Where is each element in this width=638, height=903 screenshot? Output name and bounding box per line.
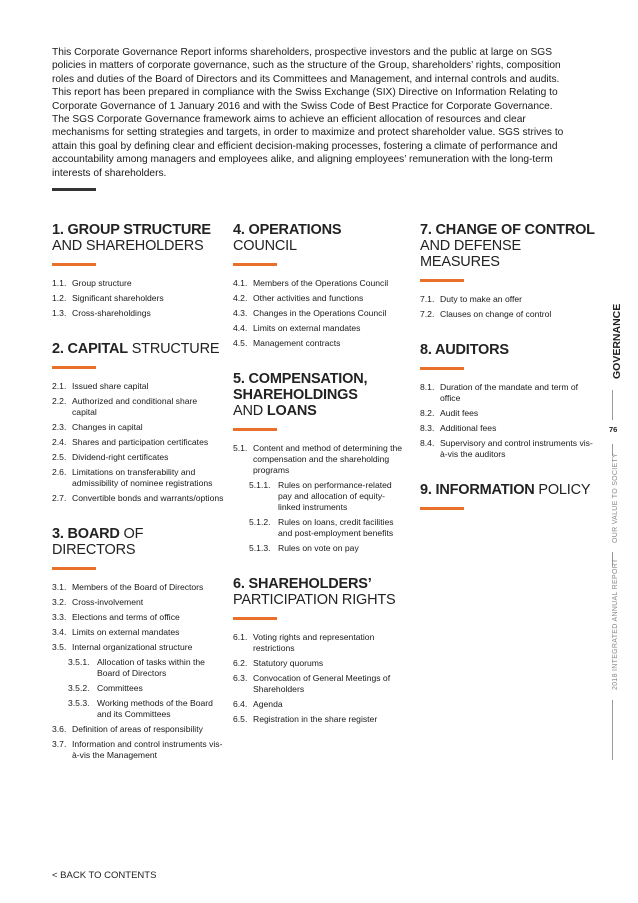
section-title-line: SHAREHOLDINGS bbox=[233, 387, 358, 403]
back-to-contents-link[interactable]: < BACK TO CONTENTS bbox=[52, 870, 157, 881]
toc-item-number: 8.1. bbox=[420, 382, 435, 392]
section-title-bold: 8. AUDITORS bbox=[420, 342, 509, 358]
toc-item[interactable] bbox=[52, 467, 224, 489]
toc-item[interactable] bbox=[52, 437, 224, 448]
toc-item-number: 5.1. bbox=[233, 443, 248, 453]
section-title-line: 6. SHAREHOLDERS’ bbox=[233, 576, 372, 592]
section-tab-governance[interactable]: GOVERNANCE bbox=[611, 303, 623, 379]
section-divider bbox=[52, 263, 96, 266]
toc-item-number: 6.2. bbox=[233, 658, 248, 668]
toc-item-label: Statutory quorums bbox=[253, 658, 324, 668]
toc-item-label: Clauses on change of control bbox=[440, 309, 552, 319]
toc-item-number: 2.4. bbox=[52, 437, 67, 447]
toc-item-number: 3.1. bbox=[52, 582, 67, 592]
toc-item-number: 2.6. bbox=[52, 467, 67, 477]
toc-item-label: Cross-involvement bbox=[72, 597, 144, 607]
toc-item[interactable] bbox=[233, 543, 405, 554]
toc-item-label: Elections and terms of office bbox=[72, 612, 180, 622]
toc-item-number: 7.2. bbox=[420, 309, 435, 319]
toc-item-label: Significant shareholders bbox=[72, 293, 164, 303]
section-title-line: PARTICIPATION RIGHTS bbox=[233, 592, 396, 608]
section-title-regular: OF DIRECTORS bbox=[52, 526, 144, 558]
section-title-regular: STRUCTURE bbox=[127, 341, 220, 357]
toc-item-label: Issued share capital bbox=[72, 381, 149, 391]
toc-item-label: Convocation of General Meetings of Shareholders bbox=[253, 673, 391, 694]
toc-item-number: 3.4. bbox=[52, 627, 67, 637]
section-title-bold: 2. CAPITAL bbox=[52, 341, 128, 357]
toc-item-number: 2.7. bbox=[52, 493, 67, 503]
side-divider bbox=[612, 700, 613, 760]
toc-column-2 bbox=[233, 222, 405, 747]
toc-section-3 bbox=[52, 526, 224, 761]
intro-paragraph: This Corporate Governance Report informs shareholders, prospective investors and the public at large on SGS policies in matters of corporate governance, such as the structure of the Group, shareholders’ rights, composition roles and duties of the Board of Directors and its Committees and Management, and internal controls and audits. This report has been prepared in compliance with the Swiss Exchange (SIX) Directive on Information Relating to Corporate Governance of 1 January 2016 and with the Swiss Code of Best Practice for Corporate Governance. The SGS Corporate Governance framework aims to achieve an efficient allocation of resources and clear mechanisms for setting strategies and targets, in order to maximize and protect shareholder value. SGS strives to attain this goal by defining clear and efficient decision-making processes, fostering a climate of performance and accountability among managers and employees alike, and aligning employees’ remuneration with the long-term interests of shareholders. bbox=[52, 47, 564, 179]
section-title-line: AND SHAREHOLDERS bbox=[52, 238, 204, 254]
section-title-regular: COUNCIL bbox=[233, 238, 297, 254]
toc-item[interactable] bbox=[233, 632, 405, 654]
toc-item-label: Other activities and functions bbox=[253, 293, 364, 303]
section-title-line: 7. CHANGE OF CONTROL bbox=[420, 222, 595, 238]
toc-item-number: 8.3. bbox=[420, 423, 435, 433]
toc-item-label: Additional fees bbox=[440, 423, 497, 433]
section-title[interactable] bbox=[420, 342, 600, 358]
toc-item-label: Registration in the share register bbox=[253, 714, 378, 724]
section-title-line: AND DEFENSE MEASURES bbox=[420, 238, 521, 270]
toc-item-number: 6.5. bbox=[233, 714, 248, 724]
toc-item[interactable] bbox=[420, 382, 600, 404]
toc-item[interactable] bbox=[233, 278, 405, 289]
toc-item-number: 8.2. bbox=[420, 408, 435, 418]
toc-item-number: 3.3. bbox=[52, 612, 67, 622]
section-items bbox=[420, 294, 600, 320]
toc-item-number: 3.5.2. bbox=[68, 683, 90, 693]
toc-item[interactable] bbox=[52, 627, 224, 638]
section-title[interactable] bbox=[52, 526, 224, 558]
toc-item-label: Members of the Board of Directors bbox=[72, 582, 204, 592]
toc-item-label: Rules on loans, credit facilities and post-employment benefits bbox=[278, 517, 394, 538]
toc-item[interactable] bbox=[233, 323, 405, 334]
toc-item-number: 4.5. bbox=[233, 338, 248, 348]
toc-item-label: Limits on external mandates bbox=[253, 323, 361, 333]
toc-item[interactable] bbox=[233, 699, 405, 710]
section-divider bbox=[420, 507, 464, 510]
intro-divider bbox=[52, 188, 96, 191]
toc-item-label: Shares and participation certificates bbox=[72, 437, 209, 447]
toc-item-number: 3.5.3. bbox=[68, 698, 90, 708]
toc-item-label: Group structure bbox=[72, 278, 132, 288]
toc-item-label: Information and control instruments vis-à-vis the Management bbox=[72, 739, 223, 760]
toc-item-label: Convertible bonds and warrants/options bbox=[72, 493, 224, 503]
toc-item[interactable] bbox=[52, 642, 224, 653]
toc-item-number: 5.1.3. bbox=[249, 543, 271, 553]
section-title[interactable] bbox=[420, 482, 600, 498]
toc-item-number: 8.4. bbox=[420, 438, 435, 448]
toc-item[interactable] bbox=[52, 452, 224, 463]
toc-column-1 bbox=[52, 222, 224, 783]
toc-item-label: Changes in the Operations Council bbox=[253, 308, 387, 318]
toc-item-number: 6.3. bbox=[233, 673, 248, 683]
toc-item[interactable] bbox=[233, 308, 405, 319]
toc-item-label: Rules on performance-related pay and allocation of equity-linked instruments bbox=[278, 480, 392, 512]
toc-column-3 bbox=[420, 222, 600, 532]
toc-item-number: 2.1. bbox=[52, 381, 67, 391]
section-divider bbox=[420, 279, 464, 282]
toc-item-label: Agenda bbox=[253, 699, 283, 709]
section-title[interactable] bbox=[233, 371, 405, 419]
toc-item[interactable] bbox=[52, 657, 224, 679]
toc-item[interactable] bbox=[233, 714, 405, 725]
toc-item-number: 3.6. bbox=[52, 724, 67, 734]
toc-item-label: Dividend-right certificates bbox=[72, 452, 169, 462]
section-items bbox=[52, 582, 224, 761]
toc-item-label: Rules on vote on pay bbox=[278, 543, 359, 553]
toc-item-label: Supervisory and control instruments vis-à-vis the auditors bbox=[440, 438, 593, 459]
section-items bbox=[233, 278, 405, 349]
side-divider bbox=[612, 390, 613, 420]
section-divider bbox=[52, 567, 96, 570]
section-title-line: 5. COMPENSATION, bbox=[233, 371, 368, 387]
toc-item-number: 1.1. bbox=[52, 278, 67, 288]
toc-item[interactable] bbox=[233, 673, 405, 695]
toc-item-label: Content and method of determining the compensation and the shareholding programs bbox=[253, 443, 403, 475]
toc-item[interactable] bbox=[52, 396, 224, 418]
section-title-bold: 3. BOARD bbox=[52, 526, 120, 542]
toc-item[interactable] bbox=[52, 582, 224, 593]
toc-item[interactable] bbox=[420, 438, 600, 460]
toc-item-label: Committees bbox=[97, 683, 143, 693]
section-divider bbox=[233, 428, 277, 431]
toc-item-label: Definition of areas of responsibility bbox=[72, 724, 203, 734]
toc-item-number: 3.7. bbox=[52, 739, 67, 749]
toc-item[interactable] bbox=[52, 724, 224, 735]
toc-item-number: 2.3. bbox=[52, 422, 67, 432]
toc-item-label: Voting rights and representation restrictions bbox=[253, 632, 375, 653]
toc-item-label: Cross-shareholdings bbox=[72, 308, 151, 318]
toc-item-label: Audit fees bbox=[440, 408, 479, 418]
toc-section-2 bbox=[52, 341, 224, 504]
toc-item-number: 5.1.2. bbox=[249, 517, 271, 527]
toc-item[interactable] bbox=[52, 422, 224, 433]
section-divider bbox=[233, 263, 277, 266]
toc-section-5 bbox=[233, 371, 405, 554]
section-items bbox=[52, 278, 224, 319]
nav-our-value-to-society[interactable]: OUR VALUE TO SOCIETY bbox=[612, 452, 619, 543]
toc-item[interactable] bbox=[420, 309, 600, 320]
toc-item-label: Limitations on transferability and admissibility of nominee registrations bbox=[72, 467, 213, 488]
toc-item[interactable] bbox=[233, 517, 405, 539]
toc-item[interactable] bbox=[52, 381, 224, 392]
toc-item[interactable] bbox=[52, 493, 224, 504]
section-title-bold: 4. OPERATIONS bbox=[233, 222, 342, 238]
toc-item[interactable] bbox=[52, 308, 224, 319]
toc-item-label: Members of the Operations Council bbox=[253, 278, 389, 288]
section-items bbox=[233, 632, 405, 725]
toc-item[interactable] bbox=[52, 597, 224, 608]
toc-item[interactable] bbox=[420, 408, 600, 419]
section-items bbox=[52, 381, 224, 504]
toc-item-number: 3.5. bbox=[52, 642, 67, 652]
section-title[interactable] bbox=[52, 222, 224, 254]
toc-item[interactable] bbox=[52, 612, 224, 623]
section-divider bbox=[233, 617, 277, 620]
section-title[interactable] bbox=[52, 341, 224, 357]
toc-item-number: 7.1. bbox=[420, 294, 435, 304]
toc-item-number: 2.2. bbox=[52, 396, 67, 406]
toc-item-label: Internal organizational structure bbox=[72, 642, 193, 652]
toc-section-4 bbox=[233, 222, 405, 349]
section-divider bbox=[420, 367, 464, 370]
toc-item-label: Working methods of the Board and its Committees bbox=[97, 698, 213, 719]
section-title[interactable] bbox=[233, 576, 405, 608]
toc-section-7 bbox=[420, 222, 600, 320]
section-title-line: 1. GROUP STRUCTURE bbox=[52, 222, 211, 238]
toc-item[interactable] bbox=[52, 293, 224, 304]
toc-item[interactable] bbox=[420, 423, 600, 434]
toc-section-8 bbox=[420, 342, 600, 460]
section-divider bbox=[52, 366, 96, 369]
toc-item-number: 3.2. bbox=[52, 597, 67, 607]
toc-item-number: 5.1.1. bbox=[249, 480, 271, 490]
toc-item-label: Management contracts bbox=[253, 338, 341, 348]
toc-item[interactable] bbox=[233, 443, 405, 476]
toc-item-label: Authorized and conditional share capital bbox=[72, 396, 198, 417]
section-title-bold: LOANS bbox=[266, 403, 317, 419]
section-title[interactable] bbox=[233, 222, 405, 254]
toc-item-number: 6.4. bbox=[233, 699, 248, 709]
section-title-regular: AND bbox=[233, 403, 267, 419]
section-title[interactable] bbox=[420, 222, 600, 270]
toc-section-6 bbox=[233, 576, 405, 725]
toc-item[interactable] bbox=[233, 338, 405, 349]
toc-item[interactable] bbox=[52, 683, 224, 694]
section-items bbox=[420, 382, 600, 460]
toc-item-label: Duration of the mandate and term of office bbox=[440, 382, 579, 403]
toc-item-number: 4.1. bbox=[233, 278, 248, 288]
toc-item-label: Allocation of tasks within the Board of Directors bbox=[97, 657, 205, 678]
toc-item-number: 4.2. bbox=[233, 293, 248, 303]
toc-item[interactable] bbox=[233, 658, 405, 669]
section-items bbox=[233, 443, 405, 554]
section-title-bold: 9. INFORMATION bbox=[420, 482, 535, 498]
toc-item[interactable] bbox=[52, 739, 224, 761]
toc-item-number: 2.5. bbox=[52, 452, 67, 462]
nav-integrated-annual-report[interactable]: 2018 INTEGRATED ANNUAL REPORT bbox=[612, 558, 619, 690]
toc-item[interactable] bbox=[52, 698, 224, 720]
toc-item-label: Changes in capital bbox=[72, 422, 143, 432]
toc-item-number: 3.5.1. bbox=[68, 657, 90, 667]
toc-section-1 bbox=[52, 222, 224, 319]
toc-item[interactable] bbox=[233, 480, 405, 513]
toc-item[interactable] bbox=[420, 294, 600, 305]
toc-item-label: Limits on external mandates bbox=[72, 627, 180, 637]
toc-item-number: 6.1. bbox=[233, 632, 248, 642]
toc-item-label: Duty to make an offer bbox=[440, 294, 523, 304]
toc-item-number: 1.3. bbox=[52, 308, 67, 318]
toc-section-9 bbox=[420, 482, 600, 510]
page-number: 76 bbox=[609, 425, 618, 434]
toc-item-number: 1.2. bbox=[52, 293, 67, 303]
toc-item[interactable] bbox=[233, 293, 405, 304]
toc-item-number: 4.4. bbox=[233, 323, 248, 333]
section-title-regular: POLICY bbox=[534, 482, 591, 498]
toc-item-number: 4.3. bbox=[233, 308, 248, 318]
toc-item[interactable] bbox=[52, 278, 224, 289]
